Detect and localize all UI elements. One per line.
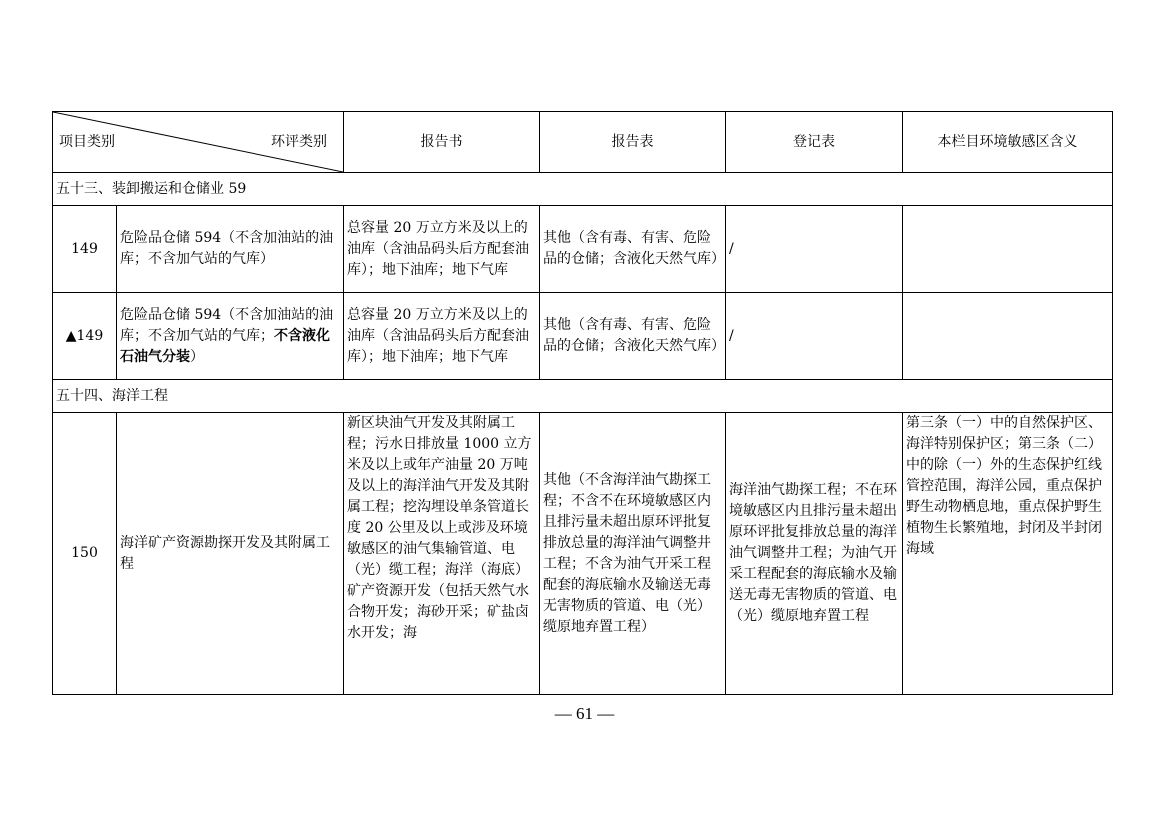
project-category-cell: 海洋矿产资源勘探开发及其附属工程 (117, 413, 344, 695)
report-book-cell: 新区块油气开发及其附属工程；污水日排放量 1000 立方米及以上或年产油量 20 万吨及以上的海洋油气开发及其附属工程；挖沟埋设单条管道长度 20 公里及以上或涉及环境敏感区的油气集输管道、电（光）缆工程；海洋（海底）矿产资源开发（包括天然气水合物开发；海砂开采；矿盐卤水开发；海 (344, 413, 540, 695)
report-form-cell: 其他（含有毒、有害、危险品的仓储；含液化天然气库） (540, 293, 726, 380)
section-title: 五十三、装卸搬运和仓储业 59 (53, 173, 1113, 206)
table-row (53, 206, 1113, 293)
page-number: — 61 — (554, 704, 615, 723)
sensitive-area-cell (903, 293, 1113, 380)
registration-cell: / (726, 206, 903, 293)
row-number: 150 (53, 413, 117, 695)
registration-cell: / (726, 293, 903, 380)
section-row (53, 173, 1113, 206)
sensitive-area-cell (903, 206, 1113, 293)
eia-category-label: 环评类别 (271, 134, 327, 150)
registration-form-header: 登记表 (726, 112, 903, 173)
project-category-cell (117, 293, 344, 380)
report-form-header: 报告表 (540, 112, 726, 173)
table-row (53, 293, 1113, 380)
report-form-cell: 其他（不含海洋油气勘探工程；不含不在环境敏感区内且排污量未超出原环评批复排放总量的海洋油气调整井工程；不含为油气开采工程配套的海底输水及输送无毒无害物质的管道、电（光）缆原地弃置工程） (540, 413, 726, 695)
table-header-row (53, 112, 1113, 173)
sensitive-area-header: 本栏目环境敏感区含义 (903, 112, 1113, 173)
section-title: 五十四、海洋工程 (53, 380, 1113, 413)
category-bold-text: 不含液化石油气分装 (120, 327, 330, 365)
report-book-cell: 总容量 20 万立方米及以上的油库（含油品码头后方配套油库）；地下油库；地下气库 (344, 293, 540, 380)
section-row (53, 380, 1113, 413)
project-category-cell: 危险品仓储 594（不含加油站的油库；不含加气站的气库） (117, 206, 344, 293)
project-category-label: 项目类别 (59, 134, 115, 150)
report-book-cell: 总容量 20 万立方米及以上的油库（含油品码头后方配套油库）；地下油库；地下气库 (344, 206, 540, 293)
report-form-cell: 其他（含有毒、有害、危险品的仓储；含液化天然气库） (540, 206, 726, 293)
row-number: ▲149 (53, 293, 117, 380)
diagonal-header-cell (53, 112, 344, 173)
registration-cell: 海洋油气勘探工程；不在环境敏感区内且排污量未超出原环评批复排放总量的海洋油气调整井工程；为油气开采工程配套的海底输水及输送无毒无害物质的管道、电（光）缆原地弃置工程 (726, 413, 903, 695)
category-text-end: ） (190, 348, 204, 365)
eia-category-table (52, 111, 1113, 695)
table-row (53, 413, 1113, 695)
report-book-header: 报告书 (344, 112, 540, 173)
row-number: 149 (53, 206, 117, 293)
sensitive-area-cell: 第三条（一）中的自然保护区、海洋特别保护区；第三条（二）中的除（一）外的生态保护红线管控范围，海洋公园，重点保护野生动物栖息地，重点保护野生植物生长繁殖地，封闭及半封闭海域 (903, 413, 1113, 695)
category-text: 危险品仓储 594（不含加油站的油库；不含加气站的气库； (120, 306, 334, 344)
